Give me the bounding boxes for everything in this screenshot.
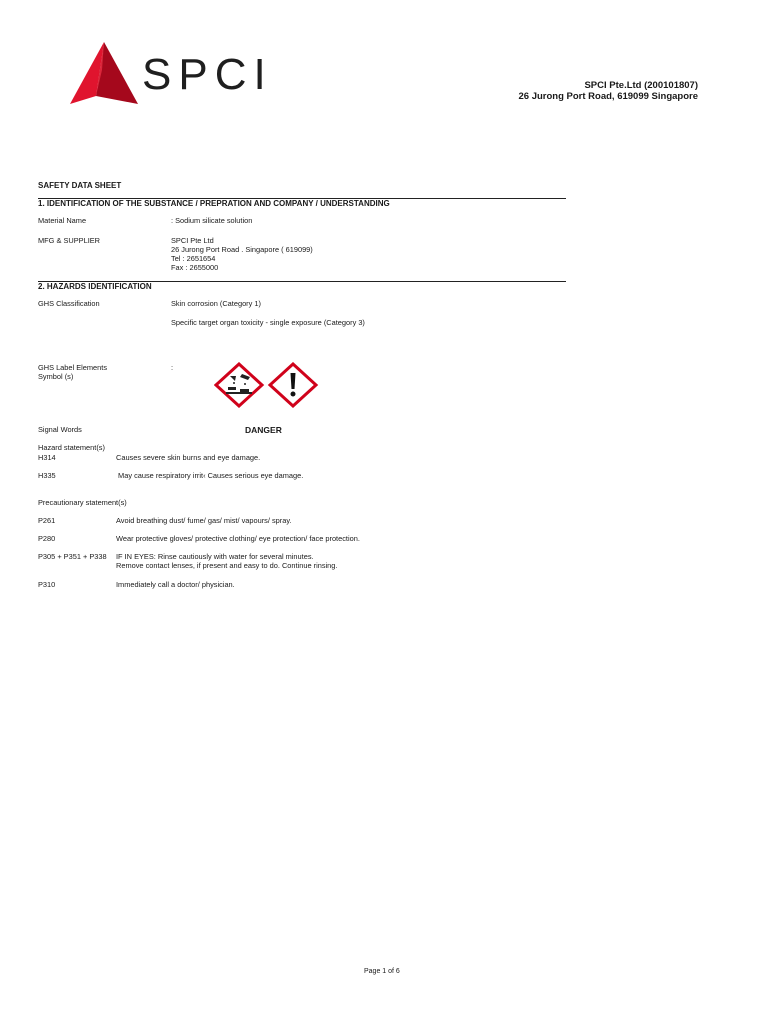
precaution-text: Wear protective gloves/ protective clothing/ eye protection/ face protection. <box>116 534 360 543</box>
ghs-classification-2: Specific target organ toxicity - single exposure (Category 3) <box>171 318 365 327</box>
supplier-line: SPCI Pte Ltd <box>171 236 214 245</box>
ghs-classification-1: Skin corrosion (Category 1) <box>171 299 261 308</box>
document-title: SAFETY DATA SHEET <box>38 181 122 190</box>
ghs-label-elements-label: GHS Label Elements <box>38 363 108 372</box>
section-1-heading: 1. IDENTIFICATION OF THE SUBSTANCE / PREPRATION AND COMPANY / UNDERSTANDING <box>38 198 566 208</box>
precaution-line: IF IN EYES: Rinse cautiously with water for several minutes. <box>116 552 314 561</box>
hazard-code: H335 <box>38 471 56 480</box>
section-2-heading: 2. HAZARDS IDENTIFICATION <box>38 281 566 291</box>
precaution-text: Avoid breathing dust/ fume/ gas/ mist/ vapours/ spray. <box>116 516 292 525</box>
symbol-colon: : <box>171 363 174 372</box>
precaution-text: Immediately call a doctor/ physician. <box>116 580 235 589</box>
precaution-line: Remove contact lenses, if present and easy to do. Continue rinsing. <box>116 561 338 570</box>
precaution-code: P280 <box>38 534 56 543</box>
supplier-block <box>171 236 313 272</box>
precaution-code: P310 <box>38 580 56 589</box>
signal-word-value: DANGER <box>245 425 282 435</box>
supplier-line: Fax : 2655000 <box>171 263 219 272</box>
supplier-label: MFG & SUPPLIER <box>38 236 101 245</box>
material-name-value: : Sodium silicate solution <box>171 216 253 225</box>
precaution-text <box>116 552 337 570</box>
page-number: Page 1 of 6 <box>364 968 400 975</box>
supplier-line: 26 Jurong Port Road . Singapore ( 619099) <box>171 245 313 254</box>
company-info <box>519 80 699 102</box>
material-name-label: Material Name <box>38 216 87 225</box>
logo-text: SPCI <box>142 50 273 99</box>
symbol-label: Symbol (s) <box>38 372 74 381</box>
company-name: SPCI Pte.Ltd (200101807) <box>584 80 698 91</box>
company-address: 26 Jurong Port Road, 619099 Singapore <box>518 91 698 102</box>
ghs-pictograms <box>214 362 322 408</box>
precaution-code: P305 + P351 + P338 <box>38 552 107 561</box>
spci-logo-icon <box>66 40 140 106</box>
ghs-classification-label: GHS Classification <box>38 299 100 308</box>
hazard-text: Causes severe skin burns and eye damage. <box>116 453 261 462</box>
supplier-line: Tel : 2651654 <box>171 254 216 263</box>
signal-words-label: Signal Words <box>38 425 82 434</box>
precaution-code: P261 <box>38 516 56 525</box>
hazard-code: H314 <box>38 453 56 462</box>
precautionary-statements-heading: Precautionary statement(s) <box>38 498 127 507</box>
corrosion-icon <box>216 364 262 406</box>
exclamation-icon <box>270 364 316 406</box>
hazard-text: May cause respiratory irrit‹ Causes serious eye damage. <box>116 471 304 480</box>
hazard-statements-heading: Hazard statement(s) <box>38 443 105 452</box>
